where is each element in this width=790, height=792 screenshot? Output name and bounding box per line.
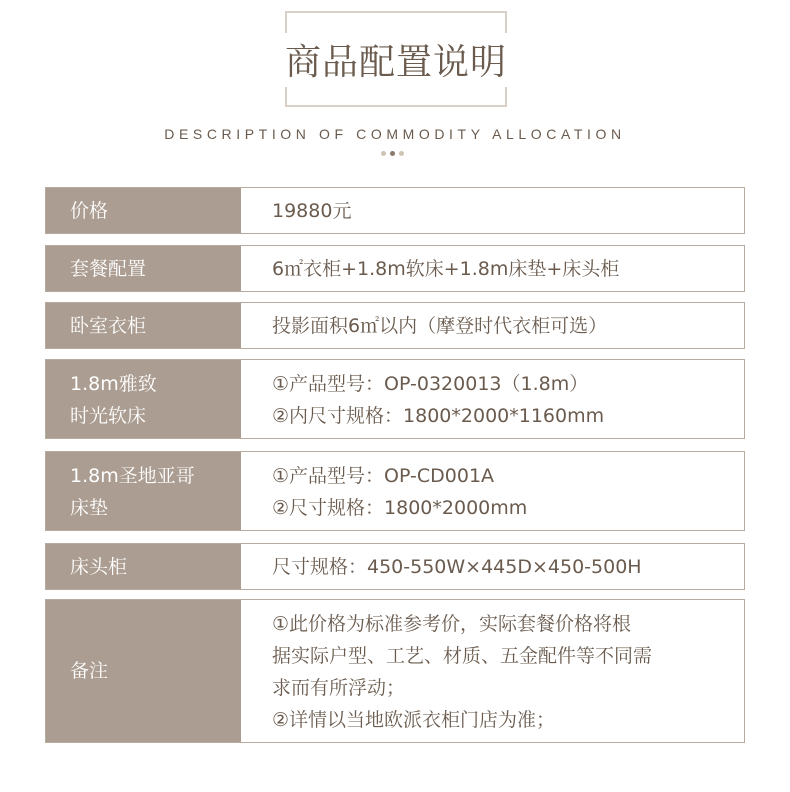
row-label-line: 时光软床 — [70, 405, 147, 427]
row-label — [46, 303, 241, 348]
row-label-line: 床垫 — [70, 497, 109, 519]
row-value-line: ①产品型号：OP-CD001A — [272, 465, 495, 487]
table-row-bed — [45, 359, 745, 439]
row-value — [241, 600, 744, 742]
decorative-dots — [381, 151, 411, 157]
row-label — [46, 452, 241, 530]
row-value-line: ①此价格为标准参考价，实际套餐价格将根 — [272, 613, 632, 635]
row-label — [46, 544, 241, 589]
row-label-text: 床头柜 — [70, 555, 128, 578]
title-frame-top-bracket — [285, 11, 507, 33]
row-label-text: 备注 — [70, 660, 109, 682]
table-row-nightstand — [45, 543, 745, 590]
table-row-notes — [45, 599, 745, 743]
row-label-text: 套餐配置 — [70, 257, 147, 280]
page-title: 商品配置说明 — [285, 42, 508, 83]
row-label-text: 卧室衣柜 — [70, 314, 147, 337]
row-value-line: 求而有所浮动； — [272, 677, 406, 699]
row-value-line: ①产品型号：OP-0320013（1.8m） — [272, 373, 589, 395]
title-frame — [285, 11, 508, 107]
row-value-text: 19880元 — [272, 199, 352, 222]
table-row-mattress — [45, 451, 745, 531]
dot-icon — [390, 151, 395, 156]
row-value-text: 投影面积6㎡以内（摩登时代衣柜可选） — [272, 314, 608, 337]
row-value — [241, 303, 744, 348]
row-label-text: 价格 — [70, 199, 109, 222]
row-label — [46, 246, 241, 291]
row-value-line: 据实际户型、工艺、材质、五金配件等不同需 — [272, 645, 653, 667]
dot-icon — [399, 151, 404, 156]
row-label — [46, 600, 241, 742]
row-value — [241, 188, 744, 233]
row-value — [241, 360, 744, 438]
table-row-wardrobe — [45, 302, 745, 349]
row-label — [46, 188, 241, 233]
row-value-text: 尺寸规格：450-550W×445D×450-500H — [272, 555, 642, 578]
row-label — [46, 360, 241, 438]
row-value — [241, 246, 744, 291]
row-value-line: ②尺寸规格：1800*2000mm — [272, 497, 528, 519]
title-frame-bottom-bracket — [285, 87, 507, 107]
page-subtitle: DESCRIPTION OF COMMODITY ALLOCATION — [164, 126, 626, 142]
dot-icon — [381, 151, 386, 156]
row-value-text: 6㎡衣柜+1.8m软床+1.8m床垫+床头柜 — [272, 257, 620, 280]
row-label-line: 1.8m雅致 — [70, 373, 157, 395]
table-row-package — [45, 245, 745, 292]
row-value — [241, 544, 744, 589]
row-value — [241, 452, 744, 530]
row-value-line: ②内尺寸规格：1800*2000*1160mm — [272, 405, 605, 427]
table-row-price — [45, 187, 745, 234]
row-label-line: 1.8m圣地亚哥 — [70, 465, 195, 487]
row-value-line: ②详情以当地欧派衣柜门店为准； — [272, 709, 556, 731]
